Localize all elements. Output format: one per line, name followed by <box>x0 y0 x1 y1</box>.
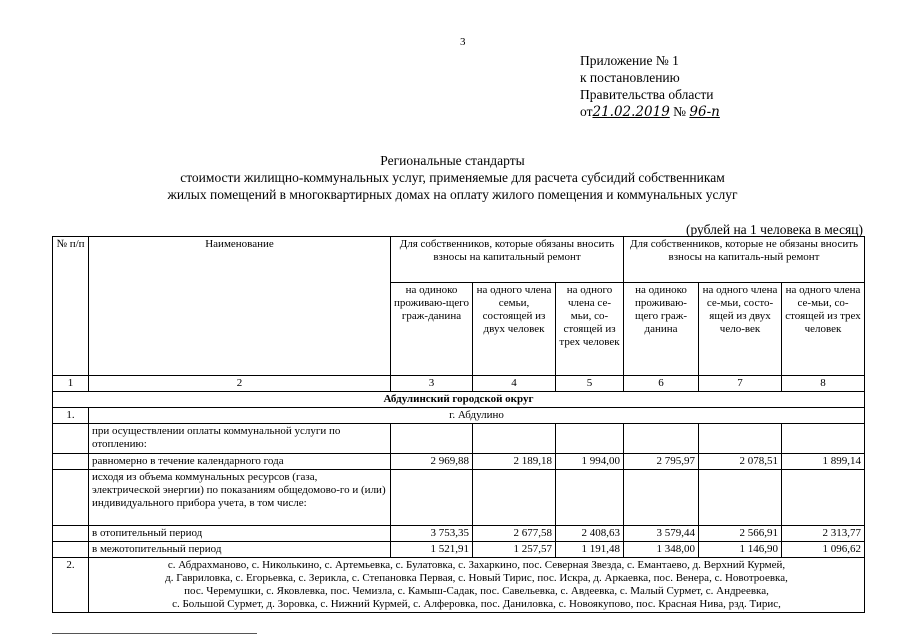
meter-label-row <box>53 470 865 526</box>
col-number: 6 <box>624 376 699 392</box>
uniform-label: равномерно в течение календарного года <box>89 454 391 470</box>
column-numbers-row <box>53 376 865 392</box>
appendix-date-line <box>580 103 720 121</box>
meter-label: исходя из объема коммунальных ресурсов (газа, электрической энергии) по показаниям общедомово-го и (или) индивидуального прибора учета, в том числе: <box>89 470 391 526</box>
settlements-line-4: с. Большой Сурмет, д. Зоровка, с. Нижний Курмей, с. Алферовка, пос. Даниловка, с. Новоякупово, пос. Красная Нива, рзд. Тирис, <box>172 598 781 610</box>
value-cell: 1 994,00 <box>556 454 624 470</box>
value-cell: 3 753,35 <box>391 526 473 542</box>
header-group-1: Для собственников, которые обязаны вносить взносы на капитальный ремонт <box>391 237 624 283</box>
header-num: № п/п <box>53 237 89 376</box>
units-note: (рублей на 1 человека в месяц) <box>685 222 863 237</box>
appendix-number: 96-п <box>689 104 720 120</box>
value-cell: 2 189,18 <box>473 454 556 470</box>
value-cell: 1 521,91 <box>391 542 473 558</box>
heating-period-row <box>53 526 865 542</box>
settlements-line-3: пос. Черемушки, с. Яковлевка, пос. Чемизла, с. Камыш-Садак, пос. Савельевка, с. Авдеевка, с. Малый Сурмет, с. Андреевка, <box>184 585 769 597</box>
appendix-from-prefix: от <box>580 104 593 119</box>
header-row-1 <box>53 237 865 283</box>
value-cell: 2 677,58 <box>473 526 556 542</box>
row-2-num: 2. <box>53 558 89 613</box>
nonheating-period-label: в межотопительный период <box>89 542 391 558</box>
value-cell: 2 313,77 <box>782 526 865 542</box>
row-1 <box>53 408 865 424</box>
bottom-rule <box>52 633 257 634</box>
settlements-line-2: д. Гавриловка, с. Егорьевка, с. Зерикла, с. Степановка Первая, с. Новый Тирис, пос. Искра, д. Аркаевка, пос. Венера, с. Новотроевка, <box>165 572 788 584</box>
appendix-date: 21.02.2019 <box>592 104 670 120</box>
standards-table <box>52 236 865 613</box>
value-cell: 2 795,97 <box>624 454 699 470</box>
col-number: 2 <box>89 376 391 392</box>
value-cell: 1 191,48 <box>556 542 624 558</box>
uniform-row <box>53 454 865 470</box>
value-cell: 2 969,88 <box>391 454 473 470</box>
header-sub-1: на одиноко проживаю-щего граж-данина <box>391 283 473 376</box>
heating-label-row <box>53 424 865 454</box>
appendix-line-3: Правительства области <box>580 87 714 102</box>
row-2 <box>53 558 865 613</box>
appendix-block <box>580 52 720 121</box>
appendix-line-1: Приложение № 1 <box>580 53 679 68</box>
title-line-1: Региональные стандарты <box>380 153 525 168</box>
title-line-2: стоимости жилищно-коммунальных услуг, применяемые для расчета субсидий собственникам <box>180 170 725 185</box>
row-2-settlements <box>89 558 865 613</box>
value-cell: 1 146,90 <box>699 542 782 558</box>
header-sub-4: на одиноко проживаю-щего граж-данина <box>624 283 699 376</box>
value-cell: 1 257,57 <box>473 542 556 558</box>
page-number: 3 <box>460 36 466 48</box>
title-line-3: жилых помещений в многоквартирных домах на оплату жилого помещения и коммунальных услуг <box>167 187 738 202</box>
value-cell: 3 579,44 <box>624 526 699 542</box>
col-number: 8 <box>782 376 865 392</box>
col-number: 7 <box>699 376 782 392</box>
row-1-num: 1. <box>53 408 89 424</box>
heating-label: при осуществлении оплаты коммунальной услуги по отоплению: <box>89 424 391 454</box>
nonheating-period-row <box>53 542 865 558</box>
row-1-place: г. Абдулино <box>89 408 865 424</box>
value-cell: 1 348,00 <box>624 542 699 558</box>
heating-period-label: в отопительный период <box>89 526 391 542</box>
header-sub-3: на одного члена се-мьи, со-стоящей из трех человек <box>556 283 624 376</box>
col-number: 3 <box>391 376 473 392</box>
header-sub-6: на одного члена се-мьи, со-стоящей из трех человек <box>782 283 865 376</box>
value-cell: 2 408,63 <box>556 526 624 542</box>
section-row <box>53 392 865 408</box>
value-cell: 1 096,62 <box>782 542 865 558</box>
appendix-number-sign: № <box>673 104 687 119</box>
value-cell: 2 078,51 <box>699 454 782 470</box>
document-title <box>0 152 905 203</box>
col-number: 5 <box>556 376 624 392</box>
appendix-line-2: к постановлению <box>580 70 680 85</box>
header-group-2: Для собственников, которые не обязаны вносить взносы на капиталь-ный ремонт <box>624 237 865 283</box>
settlements-line-1: с. Абдрахманово, с. Николькино, с. Артемьевка, с. Булатовка, с. Захаркино, пос. Северная Звезда, с. Емантаево, д. Верхний Курмей, <box>167 559 786 571</box>
col-number: 4 <box>473 376 556 392</box>
value-cell: 2 566,91 <box>699 526 782 542</box>
section-title: Абдулинский городской округ <box>53 392 865 408</box>
col-number: 1 <box>53 376 89 392</box>
value-cell: 1 899,14 <box>782 454 865 470</box>
header-sub-2: на одного члена семьи, состоящей из двух человек <box>473 283 556 376</box>
header-name: Наименование <box>89 237 391 376</box>
header-sub-5: на одного члена се-мьи, состо-ящей из двух чело-век <box>699 283 782 376</box>
